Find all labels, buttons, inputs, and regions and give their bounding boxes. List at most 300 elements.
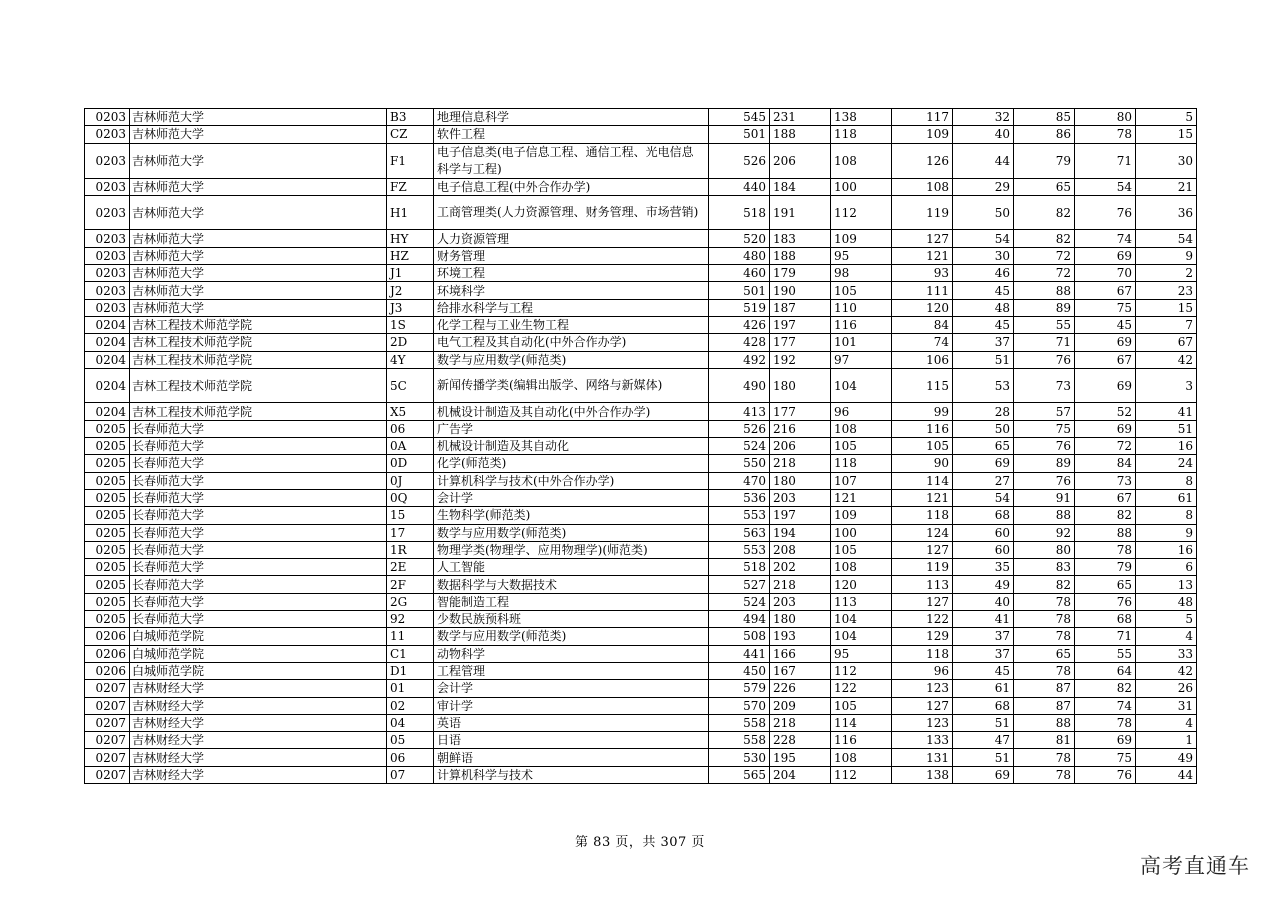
score-cell: 3 <box>1136 368 1197 403</box>
table-row <box>85 455 1197 472</box>
table-row <box>85 143 1197 178</box>
score-cell: 558 <box>709 732 770 749</box>
score-cell: 85 <box>1014 109 1075 126</box>
score-cell: 100 <box>831 178 892 195</box>
score-cell: 218 <box>770 714 831 731</box>
score-cell: 8 <box>1136 507 1197 524</box>
score-cell: 41 <box>953 611 1014 628</box>
major-name-cell: 电气工程及其自动化(中外合作办学) <box>434 334 709 351</box>
score-cell: 113 <box>892 576 953 593</box>
score-cell: 55 <box>1014 316 1075 333</box>
score-cell: 120 <box>831 576 892 593</box>
score-cell: 57 <box>1014 403 1075 420</box>
school-name-cell: 吉林师范大学 <box>130 109 387 126</box>
table-row <box>85 714 1197 731</box>
school-code-cell: 0205 <box>85 524 130 541</box>
major-name-cell: 数据科学与大数据技术 <box>434 576 709 593</box>
major-name-cell: 工程管理 <box>434 662 709 679</box>
score-cell: 108 <box>831 143 892 178</box>
school-name-cell: 长春师范大学 <box>130 507 387 524</box>
major-code-cell: J3 <box>387 299 434 316</box>
major-code-cell: 2D <box>387 334 434 351</box>
score-cell: 426 <box>709 316 770 333</box>
score-cell: 179 <box>770 265 831 282</box>
table-row <box>85 351 1197 368</box>
major-code-cell: 2E <box>387 559 434 576</box>
school-name-cell: 吉林财经大学 <box>130 732 387 749</box>
score-cell: 36 <box>1136 195 1197 230</box>
score-cell: 116 <box>831 316 892 333</box>
score-cell: 122 <box>831 680 892 697</box>
school-name-cell: 吉林工程技术师范学院 <box>130 351 387 368</box>
score-cell: 208 <box>770 541 831 558</box>
score-cell: 32 <box>953 109 1014 126</box>
score-cell: 177 <box>770 403 831 420</box>
school-code-cell: 0205 <box>85 438 130 455</box>
score-cell: 121 <box>831 489 892 506</box>
table-row <box>85 593 1197 610</box>
score-cell: 206 <box>770 143 831 178</box>
school-name-cell: 吉林师范大学 <box>130 265 387 282</box>
score-cell: 105 <box>831 438 892 455</box>
score-cell: 563 <box>709 524 770 541</box>
table-row <box>85 265 1197 282</box>
score-cell: 138 <box>892 766 953 783</box>
score-cell: 494 <box>709 611 770 628</box>
score-cell: 104 <box>831 611 892 628</box>
score-cell: 42 <box>1136 351 1197 368</box>
major-code-cell: 0D <box>387 455 434 472</box>
school-name-cell: 长春师范大学 <box>130 593 387 610</box>
major-code-cell: 06 <box>387 420 434 437</box>
score-cell: 553 <box>709 507 770 524</box>
score-cell: 89 <box>1014 299 1075 316</box>
score-cell: 88 <box>1075 524 1136 541</box>
score-cell: 526 <box>709 143 770 178</box>
school-name-cell: 吉林工程技术师范学院 <box>130 316 387 333</box>
score-cell: 41 <box>1136 403 1197 420</box>
score-cell: 218 <box>770 576 831 593</box>
major-name-cell: 朝鲜语 <box>434 749 709 766</box>
score-cell: 501 <box>709 282 770 299</box>
score-cell: 86 <box>1014 126 1075 143</box>
score-cell: 82 <box>1014 576 1075 593</box>
score-cell: 84 <box>892 316 953 333</box>
score-cell: 570 <box>709 697 770 714</box>
score-cell: 520 <box>709 230 770 247</box>
school-code-cell: 0206 <box>85 645 130 662</box>
major-name-cell: 地理信息科学 <box>434 109 709 126</box>
table-row <box>85 611 1197 628</box>
score-cell: 60 <box>953 524 1014 541</box>
score-cell: 73 <box>1014 368 1075 403</box>
major-code-cell: J2 <box>387 282 434 299</box>
score-cell: 6 <box>1136 559 1197 576</box>
school-code-cell: 0207 <box>85 732 130 749</box>
score-cell: 87 <box>1014 680 1075 697</box>
score-cell: 167 <box>770 662 831 679</box>
major-name-cell: 广告学 <box>434 420 709 437</box>
score-cell: 76 <box>1075 593 1136 610</box>
score-cell: 110 <box>831 299 892 316</box>
score-cell: 117 <box>892 109 953 126</box>
score-cell: 123 <box>892 680 953 697</box>
score-cell: 116 <box>831 732 892 749</box>
major-name-cell: 少数民族预科班 <box>434 611 709 628</box>
table-row <box>85 628 1197 645</box>
score-cell: 527 <box>709 576 770 593</box>
score-cell: 112 <box>831 195 892 230</box>
score-cell: 54 <box>953 230 1014 247</box>
score-cell: 108 <box>831 749 892 766</box>
score-cell: 536 <box>709 489 770 506</box>
score-cell: 44 <box>953 143 1014 178</box>
table-row <box>85 334 1197 351</box>
score-cell: 104 <box>831 628 892 645</box>
score-cell: 121 <box>892 247 953 264</box>
page-footer: 第 83 页，共 307 页 <box>575 835 705 850</box>
school-code-cell: 0204 <box>85 316 130 333</box>
score-cell: 54 <box>1075 178 1136 195</box>
score-cell: 81 <box>1014 732 1075 749</box>
score-cell: 118 <box>892 645 953 662</box>
table-row <box>85 489 1197 506</box>
major-code-cell: 05 <box>387 732 434 749</box>
major-code-cell: B3 <box>387 109 434 126</box>
score-cell: 204 <box>770 766 831 783</box>
school-name-cell: 长春师范大学 <box>130 472 387 489</box>
score-cell: 91 <box>1014 489 1075 506</box>
watermark: 高考直通车 <box>1140 854 1250 878</box>
score-cell: 526 <box>709 420 770 437</box>
score-cell: 127 <box>892 230 953 247</box>
major-name-cell: 环境工程 <box>434 265 709 282</box>
score-cell: 76 <box>1075 766 1136 783</box>
major-code-cell: 2G <box>387 593 434 610</box>
table-row <box>85 697 1197 714</box>
score-cell: 105 <box>831 282 892 299</box>
score-cell: 72 <box>1014 265 1075 282</box>
school-code-cell: 0206 <box>85 628 130 645</box>
major-code-cell: C1 <box>387 645 434 662</box>
table-row <box>85 472 1197 489</box>
school-name-cell: 长春师范大学 <box>130 611 387 628</box>
major-name-cell: 日语 <box>434 732 709 749</box>
score-cell: 553 <box>709 541 770 558</box>
score-cell: 76 <box>1014 351 1075 368</box>
score-cell: 30 <box>1136 143 1197 178</box>
school-name-cell: 吉林师范大学 <box>130 230 387 247</box>
score-cell: 49 <box>953 576 1014 593</box>
major-name-cell: 智能制造工程 <box>434 593 709 610</box>
score-cell: 27 <box>953 472 1014 489</box>
score-cell: 180 <box>770 368 831 403</box>
table-row <box>85 662 1197 679</box>
table-row <box>85 109 1197 126</box>
score-cell: 7 <box>1136 316 1197 333</box>
score-cell: 37 <box>953 334 1014 351</box>
score-cell: 29 <box>953 178 1014 195</box>
table-row <box>85 576 1197 593</box>
table-row <box>85 368 1197 403</box>
score-cell: 79 <box>1014 143 1075 178</box>
score-cell: 51 <box>1136 420 1197 437</box>
score-cell: 508 <box>709 628 770 645</box>
major-code-cell: 11 <box>387 628 434 645</box>
score-cell: 71 <box>1075 628 1136 645</box>
score-cell: 192 <box>770 351 831 368</box>
school-name-cell: 长春师范大学 <box>130 438 387 455</box>
major-code-cell: 0Q <box>387 489 434 506</box>
major-name-cell: 人工智能 <box>434 559 709 576</box>
major-name-cell: 电子信息类(电子信息工程、通信工程、光电信息科学与工程) <box>434 143 709 178</box>
score-cell: 191 <box>770 195 831 230</box>
score-cell: 226 <box>770 680 831 697</box>
school-code-cell: 0203 <box>85 109 130 126</box>
school-name-cell: 吉林财经大学 <box>130 680 387 697</box>
score-cell: 203 <box>770 593 831 610</box>
score-cell: 76 <box>1075 195 1136 230</box>
major-name-cell: 软件工程 <box>434 126 709 143</box>
score-cell: 202 <box>770 559 831 576</box>
school-code-cell: 0207 <box>85 680 130 697</box>
score-cell: 67 <box>1075 489 1136 506</box>
score-cell: 87 <box>1014 697 1075 714</box>
major-code-cell: HZ <box>387 247 434 264</box>
score-cell: 109 <box>831 507 892 524</box>
score-cell: 13 <box>1136 576 1197 593</box>
score-cell: 197 <box>770 507 831 524</box>
score-cell: 190 <box>770 282 831 299</box>
major-code-cell: HY <box>387 230 434 247</box>
score-cell: 40 <box>953 593 1014 610</box>
major-name-cell: 工商管理类(人力资源管理、财务管理、市场营销) <box>434 195 709 230</box>
school-code-cell: 0205 <box>85 472 130 489</box>
score-cell: 45 <box>953 282 1014 299</box>
score-cell: 80 <box>1075 109 1136 126</box>
school-code-cell: 0203 <box>85 265 130 282</box>
score-cell: 166 <box>770 645 831 662</box>
score-cell: 116 <box>892 420 953 437</box>
score-cell: 428 <box>709 334 770 351</box>
school-name-cell: 吉林财经大学 <box>130 714 387 731</box>
score-cell: 1 <box>1136 732 1197 749</box>
school-code-cell: 0205 <box>85 507 130 524</box>
score-cell: 203 <box>770 489 831 506</box>
score-cell: 218 <box>770 455 831 472</box>
score-cell: 122 <box>892 611 953 628</box>
major-name-cell: 会计学 <box>434 680 709 697</box>
score-cell: 565 <box>709 766 770 783</box>
major-code-cell: 1S <box>387 316 434 333</box>
score-cell: 50 <box>953 420 1014 437</box>
table-row <box>85 230 1197 247</box>
major-name-cell: 计算机科学与技术(中外合作办学) <box>434 472 709 489</box>
score-cell: 228 <box>770 732 831 749</box>
score-cell: 51 <box>953 749 1014 766</box>
school-name-cell: 吉林师范大学 <box>130 299 387 316</box>
score-cell: 518 <box>709 195 770 230</box>
major-name-cell: 会计学 <box>434 489 709 506</box>
score-cell: 78 <box>1075 714 1136 731</box>
score-cell: 112 <box>831 766 892 783</box>
table-row <box>85 732 1197 749</box>
score-cell: 71 <box>1014 334 1075 351</box>
score-cell: 69 <box>1075 247 1136 264</box>
major-code-cell: X5 <box>387 403 434 420</box>
table-row <box>85 524 1197 541</box>
score-cell: 75 <box>1075 749 1136 766</box>
table-row <box>85 126 1197 143</box>
score-cell: 111 <box>892 282 953 299</box>
score-cell: 93 <box>892 265 953 282</box>
score-cell: 21 <box>1136 178 1197 195</box>
score-cell: 194 <box>770 524 831 541</box>
score-cell: 109 <box>892 126 953 143</box>
score-cell: 64 <box>1075 662 1136 679</box>
score-cell: 118 <box>892 507 953 524</box>
score-cell: 193 <box>770 628 831 645</box>
score-cell: 101 <box>831 334 892 351</box>
school-name-cell: 吉林师范大学 <box>130 178 387 195</box>
major-name-cell: 机械设计制造及其自动化(中外合作办学) <box>434 403 709 420</box>
score-cell: 197 <box>770 316 831 333</box>
score-cell: 61 <box>953 680 1014 697</box>
score-cell: 95 <box>831 247 892 264</box>
score-cell: 108 <box>892 178 953 195</box>
score-cell: 69 <box>953 455 1014 472</box>
school-code-cell: 0205 <box>85 420 130 437</box>
major-code-cell: 0A <box>387 438 434 455</box>
score-cell: 78 <box>1014 593 1075 610</box>
score-cell: 2 <box>1136 265 1197 282</box>
score-cell: 31 <box>1136 697 1197 714</box>
score-cell: 89 <box>1014 455 1075 472</box>
score-cell: 519 <box>709 299 770 316</box>
score-cell: 37 <box>953 645 1014 662</box>
school-name-cell: 吉林财经大学 <box>130 697 387 714</box>
table-row <box>85 299 1197 316</box>
major-name-cell: 数学与应用数学(师范类) <box>434 628 709 645</box>
score-cell: 15 <box>1136 126 1197 143</box>
school-code-cell: 0204 <box>85 403 130 420</box>
score-cell: 40 <box>953 126 1014 143</box>
score-cell: 184 <box>770 178 831 195</box>
score-cell: 78 <box>1075 541 1136 558</box>
score-cell: 69 <box>1075 368 1136 403</box>
school-code-cell: 0203 <box>85 195 130 230</box>
score-cell: 545 <box>709 109 770 126</box>
score-cell: 51 <box>953 351 1014 368</box>
table-row <box>85 749 1197 766</box>
score-cell: 530 <box>709 749 770 766</box>
score-cell: 108 <box>831 420 892 437</box>
score-cell: 131 <box>892 749 953 766</box>
school-code-cell: 0207 <box>85 714 130 731</box>
score-cell: 78 <box>1014 766 1075 783</box>
score-cell: 113 <box>831 593 892 610</box>
score-cell: 69 <box>1075 732 1136 749</box>
school-code-cell: 0205 <box>85 541 130 558</box>
major-name-cell: 数学与应用数学(师范类) <box>434 351 709 368</box>
score-cell: 52 <box>1075 403 1136 420</box>
school-code-cell: 0205 <box>85 593 130 610</box>
score-cell: 35 <box>953 559 1014 576</box>
score-cell: 67 <box>1075 282 1136 299</box>
score-cell: 480 <box>709 247 770 264</box>
score-cell: 65 <box>953 438 1014 455</box>
score-cell: 180 <box>770 472 831 489</box>
score-cell: 53 <box>953 368 1014 403</box>
score-cell: 67 <box>1075 351 1136 368</box>
score-cell: 83 <box>1014 559 1075 576</box>
score-cell: 71 <box>1075 143 1136 178</box>
score-cell: 216 <box>770 420 831 437</box>
school-code-cell: 0205 <box>85 455 130 472</box>
school-name-cell: 吉林工程技术师范学院 <box>130 403 387 420</box>
school-code-cell: 0206 <box>85 662 130 679</box>
score-cell: 73 <box>1075 472 1136 489</box>
score-cell: 5 <box>1136 611 1197 628</box>
score-cell: 558 <box>709 714 770 731</box>
score-cell: 518 <box>709 559 770 576</box>
major-name-cell: 审计学 <box>434 697 709 714</box>
score-cell: 460 <box>709 265 770 282</box>
score-cell: 78 <box>1075 126 1136 143</box>
score-cell: 127 <box>892 541 953 558</box>
school-code-cell: 0207 <box>85 749 130 766</box>
score-cell: 120 <box>892 299 953 316</box>
table-row <box>85 766 1197 783</box>
score-cell: 195 <box>770 749 831 766</box>
score-cell: 100 <box>831 524 892 541</box>
major-code-cell: 5C <box>387 368 434 403</box>
major-code-cell: 04 <box>387 714 434 731</box>
major-name-cell: 新闻传播学类(编辑出版学、网络与新媒体) <box>434 368 709 403</box>
major-code-cell: 06 <box>387 749 434 766</box>
score-cell: 46 <box>953 265 1014 282</box>
major-name-cell: 人力资源管理 <box>434 230 709 247</box>
score-cell: 82 <box>1014 230 1075 247</box>
school-name-cell: 长春师范大学 <box>130 455 387 472</box>
score-cell: 490 <box>709 368 770 403</box>
score-cell: 183 <box>770 230 831 247</box>
score-cell: 37 <box>953 628 1014 645</box>
score-cell: 74 <box>1075 230 1136 247</box>
major-name-cell: 英语 <box>434 714 709 731</box>
major-code-cell: 0J <box>387 472 434 489</box>
score-cell: 107 <box>831 472 892 489</box>
score-cell: 84 <box>1075 455 1136 472</box>
score-cell: 126 <box>892 143 953 178</box>
major-name-cell: 化学(师范类) <box>434 455 709 472</box>
score-cell: 48 <box>953 299 1014 316</box>
score-cell: 65 <box>1014 178 1075 195</box>
score-cell: 67 <box>1136 334 1197 351</box>
score-cell: 88 <box>1014 714 1075 731</box>
major-code-cell: 01 <box>387 680 434 697</box>
school-name-cell: 吉林工程技术师范学院 <box>130 368 387 403</box>
score-cell: 92 <box>1014 524 1075 541</box>
score-cell: 45 <box>953 662 1014 679</box>
score-cell: 65 <box>1075 576 1136 593</box>
score-cell: 440 <box>709 178 770 195</box>
score-cell: 492 <box>709 351 770 368</box>
score-cell: 61 <box>1136 489 1197 506</box>
major-code-cell: H1 <box>387 195 434 230</box>
score-cell: 95 <box>831 645 892 662</box>
major-name-cell: 环境科学 <box>434 282 709 299</box>
